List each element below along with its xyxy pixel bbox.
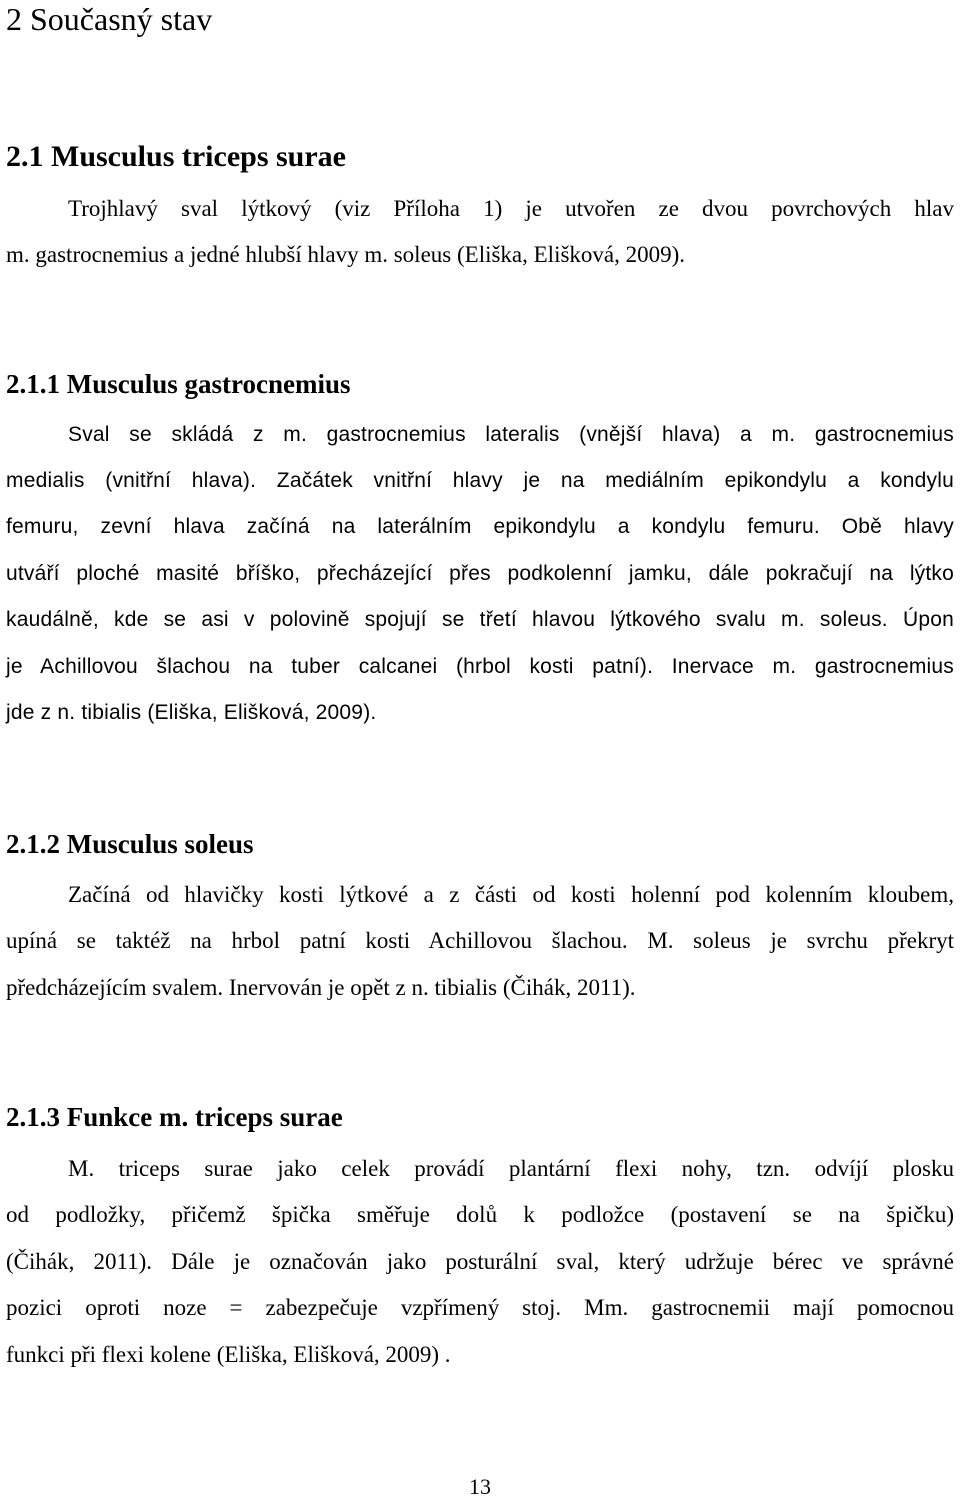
paragraph-line: předcházejícím svalem. Inervován je opět z n. tibialis (Čihák, 2011).	[6, 975, 636, 1000]
paragraph-line: (Čihák, 2011). Dále je označován jako posturální sval, který udržuje bérec ve správné	[6, 1249, 954, 1274]
section-heading-2-1-2: 2.1.2 Musculus soleus	[6, 829, 254, 859]
paragraph-line: medialis (vnitřní hlava). Začátek vnitřní hlavy je na mediálním epikondylu a kondylu	[6, 469, 954, 492]
paragraph-line: je Achillovou šlachou na tuber calcanei (hrbol kosti patní). Inervace m. gastrocnemius	[6, 655, 954, 678]
section-heading-2-1-3: 2.1.3 Funkce m. triceps surae	[6, 1102, 343, 1132]
chapter-title: 2 Současný stav	[6, 1, 213, 37]
paragraph-line: pozici oproti noze = zabezpečuje vzpřímený stoj. Mm. gastrocnemii mají pomocnou	[6, 1295, 954, 1320]
paragraph-line: od podložky, přičemž špička směřuje dolů k podložce (postavení se na špičku)	[6, 1202, 954, 1227]
paragraph-line: Začíná od hlavičky kosti lýtkové a z části od kosti holenní pod kolenním kloubem,	[68, 882, 954, 907]
paragraph-line: Trojhlavý sval lýtkový (viz Příloha 1) je utvořen ze dvou povrchových hlav	[68, 196, 954, 221]
paragraph-line: kaudálně, kde se asi v polovině spojují se třetí hlavou lýtkového svalu m. soleus. Úpon	[6, 608, 954, 631]
paragraph-line: utváří ploché masité bříško, přecházející přes podkolenní jamku, dále pokračují na lýtko	[6, 562, 954, 585]
page-number: 13	[469, 1474, 491, 1499]
section-heading-2-1-1: 2.1.1 Musculus gastrocnemius	[6, 369, 351, 399]
section-heading-2-1: 2.1 Musculus triceps surae	[6, 140, 346, 173]
paragraph-line: jde z n. tibialis (Eliška, Elišková, 2009).	[6, 701, 377, 724]
paragraph-line: funkci při flexi kolene (Eliška, Elišková, 2009) .	[6, 1342, 451, 1367]
paragraph-line: M. triceps surae jako celek provádí plantární flexi nohy, tzn. odvíjí plosku	[68, 1156, 954, 1181]
paragraph-line: femuru, zevní hlava začíná na laterálním epikondylu a kondylu femuru. Obě hlavy	[6, 515, 954, 538]
paragraph-line: upíná se taktéž na hrbol patní kosti Achillovou šlachou. M. soleus je svrchu překryt	[6, 928, 954, 953]
paragraph-line: Sval se skládá z m. gastrocnemius lateralis (vnější hlava) a m. gastrocnemius	[68, 423, 954, 446]
paragraph-line: m. gastrocnemius a jedné hlubší hlavy m. soleus (Eliška, Elišková, 2009).	[6, 242, 686, 267]
